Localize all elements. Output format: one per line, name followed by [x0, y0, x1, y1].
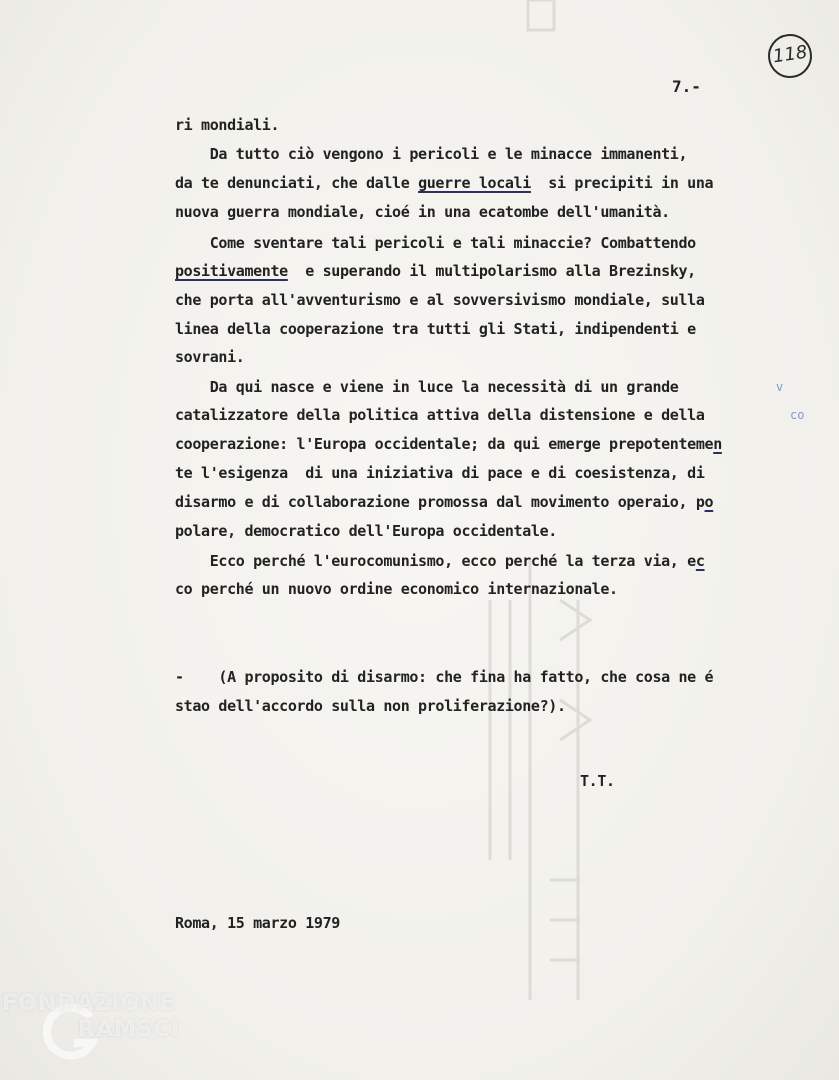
text-line-9: sovrani. — [175, 348, 245, 366]
text-segment: si precipiti in una — [530, 174, 714, 192]
archive-stamp-number: 118 — [771, 41, 809, 68]
text-line-2: Da tutto ciò vengono i pericoli e le minacce immanenti, — [175, 145, 688, 163]
margin-mark-co: co — [790, 408, 805, 422]
text-segment: cooperazione: l'Europa occidentale; da qui emerge prepotenteme — [175, 435, 714, 453]
text-segment: da te denunciati, che dalle — [175, 174, 419, 192]
text-segment: Ecco perché l'eurocomunismo, ecco perché la terza via, e — [175, 552, 696, 570]
margin-mark-v: v — [776, 380, 784, 394]
signature-initials: T.T. — [580, 772, 615, 790]
underlined-positivamente: positivamente — [175, 262, 288, 280]
text-line-18: - (A proposito di disarmo: che fina ha fatto, che cosa ne é — [175, 668, 714, 686]
text-segment: e superando il multipolarismo alla Brezinsky, — [287, 262, 696, 280]
text-line-1: ri mondiali. — [175, 116, 280, 134]
text-line-3 — [175, 174, 713, 192]
underlined-hyphen-o: o — [704, 493, 714, 511]
text-segment: disarmo e di collaborazione promossa dal movimento operaio, p — [175, 493, 705, 511]
text-line-10: Da qui nasce e viene in luce la necessità di un grande — [175, 378, 679, 396]
date-line: Roma, 15 marzo 1979 — [175, 914, 340, 932]
text-line-5: Come sventare tali pericoli e tali minaccie? Combattendo — [175, 234, 696, 252]
page-number: 7.- — [672, 77, 701, 96]
watermark-line-2: RAMSCI — [78, 1017, 181, 1042]
fondazione-gramsci-watermark — [0, 985, 210, 1065]
text-line-6 — [175, 262, 696, 280]
text-line-4: nuova guerra mondiale, cioé in una ecatombe dell'umanità. — [175, 203, 670, 221]
text-line-13: te l'esigenza di una iniziativa di pace e di coesistenza, di — [175, 464, 705, 482]
text-line-19: stao dell'accordo sulla non proliferazione?). — [175, 697, 566, 715]
underlined-guerre-locali: guerre locali — [418, 174, 531, 192]
text-line-14 — [175, 493, 713, 511]
text-line-8: linea della cooperazione tra tutti gli Stati, indipendenti e — [175, 320, 696, 338]
text-line-12 — [175, 435, 722, 453]
underlined-hyphen-n: n — [713, 435, 722, 453]
watermark-line-1: FONDAZIONE — [2, 991, 176, 1016]
text-line-7: che porta all'avventurismo e al sovversivismo mondiale, sulla — [175, 291, 705, 309]
underlined-hyphen-c: c — [695, 552, 705, 570]
text-line-15: polare, democratico dell'Europa occidentale. — [175, 522, 557, 540]
text-line-11: catalizzatore della politica attiva della distensione e della — [175, 406, 705, 424]
text-line-16 — [175, 552, 705, 570]
text-line-17: co perché un nuovo ordine economico internazionale. — [175, 580, 618, 598]
